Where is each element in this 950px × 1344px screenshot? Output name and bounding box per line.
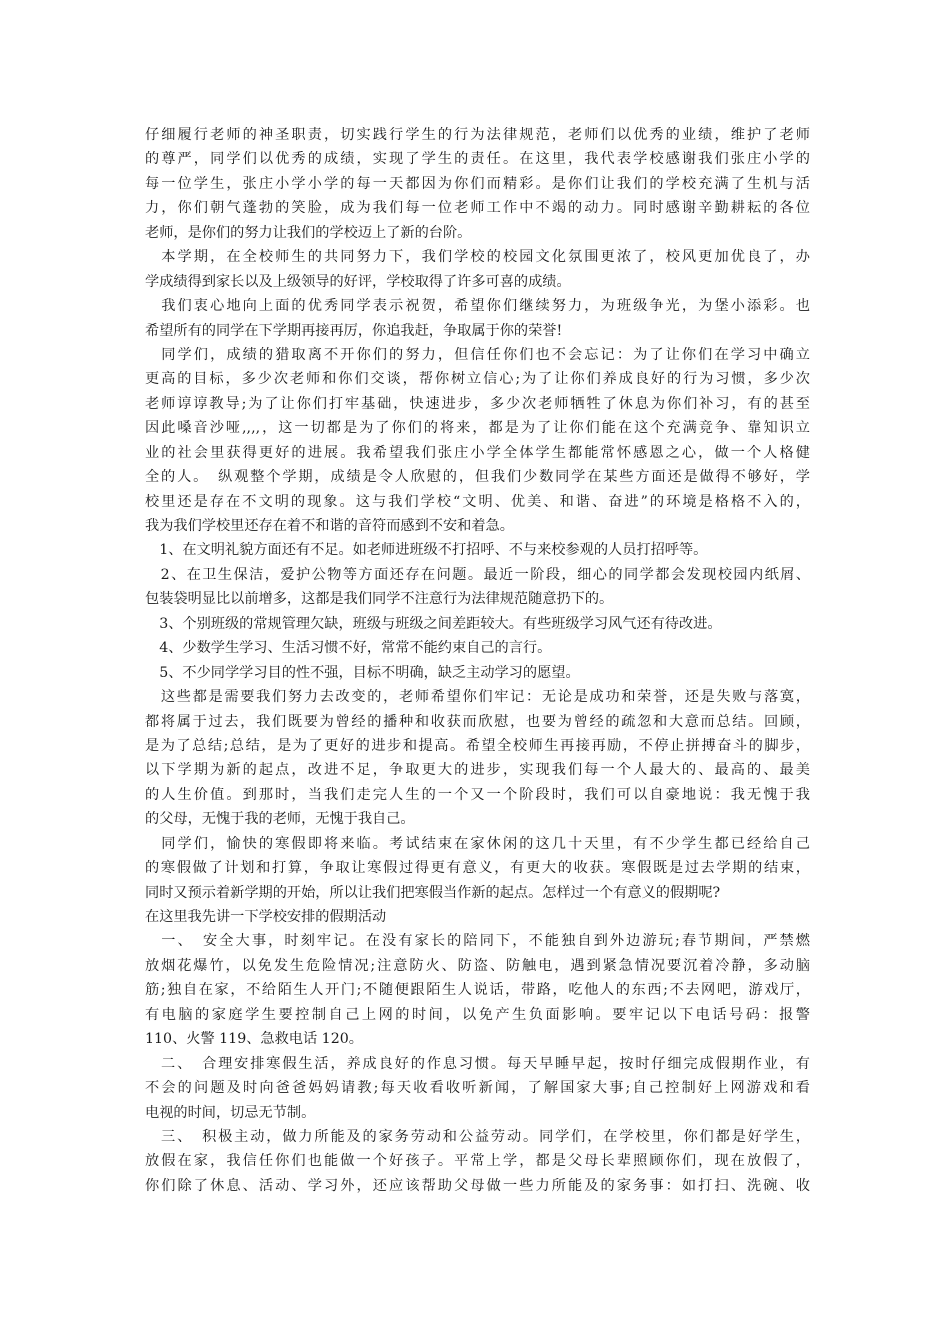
text-line: 本学期，在全校师生的共同努力下，我们学校的校园文化氛围更浓了，校风更加优良了，办 <box>145 249 810 266</box>
text-line: 业的社会里获得更好的进展。我希望我们张庄小学全体学生都能常怀感恩之心，做一个人格健 <box>145 444 810 461</box>
text-line: 仔细履行老师的神圣职责，切实践行学生的行为法律规范，老师们以优秀的业绩，维护了老师 <box>145 127 810 143</box>
text-line: 是为了总结;总结，是为了更好的进步和提高。希望全校师生再接再励，不停止拼搏奋斗的脚步， <box>145 737 810 754</box>
text-line: 我为我们学校里还存在着不和谐的音符而感到不安和着急。 <box>145 518 514 534</box>
text-line: 我们衷心地向上面的优秀同学表示祝贺，希望你们继续努力，为班级争光，为堡小添彩。也 <box>145 298 810 315</box>
text-line: 因此嗓音沙哑,,,,，这一切都是为了你们的将来，都是为了让你们能在这个充满竞争、靠知识立 <box>145 420 810 437</box>
text-line: 一、 安全大事，时刻牢记。在没有家长的陪同下，不能独自到外边游玩;春节期间，严禁燃 <box>145 933 810 950</box>
text-line: 力，你们朝气蓬勃的笑脸，成为我们每一位老师工作中不竭的动力。同时感谢辛勤耕耘的各位 <box>145 200 810 217</box>
text-line: 的父母，无愧于我的老师，无愧于我自己。 <box>145 811 415 828</box>
text-line: 在这里我先讲一下学校安排的假期活动 <box>145 909 387 925</box>
text-line: 同学们，愉快的寒假即将来临。考试结束在家休闲的这几十天里，有不少学生都已经给自己 <box>145 835 810 852</box>
text-line: 全的人。 纵观整个学期，成绩是令人欣慰的，但我们少数同学在某些方面还是做得不够好，学 <box>145 469 810 486</box>
text-line: 以下学期为新的起点，改进不足，争取更大的进步，实现我们每一个人最大的、最高的、最美 <box>145 762 810 779</box>
text-line: 放烟花爆竹，以免发生危险情况;注意防火、防盗、防触电，遇到紧急情况要沉着冷静，多动脑 <box>145 957 810 974</box>
text-line: 110、火警 119、急救电话 120。 <box>145 1031 363 1048</box>
document-body <box>145 123 810 1198</box>
text-line: 4、少数学生学习、生活习惯不好，常常不能约束自己的言行。 <box>145 640 552 657</box>
text-line: 的尊严，同学们以优秀的成绩，实现了学生的责任。在这里，我代表学校感谢我们张庄小学的 <box>145 151 810 168</box>
text-line: 你们除了休息、活动、学习外，还应该帮助父母做一些力所能及的家务事：如打扫、洗碗、收 <box>145 1177 810 1194</box>
text-line: 同学们，成绩的猎取离不开你们的努力，但信任你们也不会忘记：为了让你们在学习中确立 <box>145 346 810 363</box>
text-line: 每一位学生，张庄小学小学的每一天都因为你们而精彩。是你们让我们的学校充满了生机与活 <box>145 175 810 192</box>
text-line: 电视的时间，切忌无节制。 <box>145 1104 316 1121</box>
text-line: 1、在文明礼貌方面还有不足。如老师进班级不打招呼、不与来校参观的人员打招呼等。 <box>145 542 708 559</box>
text-line: 校里还是存在不文明的现象。这与我们学校“文明、优美、和谐、奋进”的环境是格格不入的， <box>145 493 810 510</box>
text-line: 更高的目标，多少次老师和你们交谈，帮你树立信心;为了让你们养成良好的行为习惯，多少次 <box>145 371 810 388</box>
text-line: 学成绩得到家长以及上级领导的好评，学校取得了许多可喜的成绩。 <box>145 273 571 290</box>
text-line: 有电脑的家庭学生要控制自己上网的时间，以免产生负面影响。要牢记以下电话号码：报警 <box>145 1006 810 1023</box>
text-line: 筋;独自在家，不给陌生人开门;不随便跟陌生人说话，带路，吃他人的东西;不去网吧，游戏厅， <box>145 982 810 999</box>
text-line: 的寒假做了计划和打算，争取让寒假过得更有意义，有更大的收获。寒假既是过去学期的结束， <box>145 860 810 877</box>
text-line: 5、不少同学学习目的性不强，目标不明确，缺乏主动学习的愿望。 <box>145 664 580 681</box>
text-line: 二、 合理安排寒假生活，养成良好的作息习惯。每天早睡早起，按时仔细完成假期作业，有 <box>145 1055 810 1072</box>
text-line: 老师，是你们的努力让我们的学校迈上了新的台阶。 <box>145 224 472 241</box>
text-line: 老师谆谆教导;为了让你们打牢基础，快速进步，多少次老师牺牲了休息为你们补习，有的甚至 <box>145 395 810 412</box>
text-line: 都将属于过去，我们既要为曾经的播种和收获而欣慰，也要为曾经的疏忽和大意而总结。回顾， <box>145 713 810 730</box>
text-line: 的人生价值。到那时，当我们走完人生的一个又一个阶段时，我们可以自豪地说：我无愧于我 <box>145 786 810 803</box>
text-line: 2、在卫生保洁，爱护公物等方面还存在问题。最近一阶段，细心的同学都会发现校园内纸屑、 <box>145 566 810 583</box>
text-line: 不会的问题及时向爸爸妈妈请教;每天收看收听新闻，了解国家大事;自己控制好上网游戏和看 <box>145 1080 810 1097</box>
text-line: 同时又预示着新学期的开始，所以让我们把寒假当作新的起点。怎样过一个有意义的假期呢? <box>145 884 721 901</box>
text-line: 包装袋明显比以前增多，这都是我们同学不注意行为法律规范随意扔下的。 <box>145 591 614 608</box>
text-line: 这些都是需要我们努力去改变的，老师希望你们牢记：无论是成功和荣誉，还是失败与落寞， <box>145 689 810 706</box>
text-line: 希望所有的同学在下学期再接再厉，你追我赶，争取属于你的荣誉! <box>145 322 563 339</box>
text-line: 放假在家，我信任你们也能做一个好孩子。平常上学，都是父母长辈照顾你们，现在放假了， <box>145 1153 810 1170</box>
text-line: 三、 积极主动，做力所能及的家务劳动和公益劳动。同学们，在学校里，你们都是好学生， <box>145 1128 810 1145</box>
text-line: 3、个别班级的常规管理欠缺，班级与班级之间差距较大。有些班级学习风气还有待改进。 <box>145 615 722 632</box>
